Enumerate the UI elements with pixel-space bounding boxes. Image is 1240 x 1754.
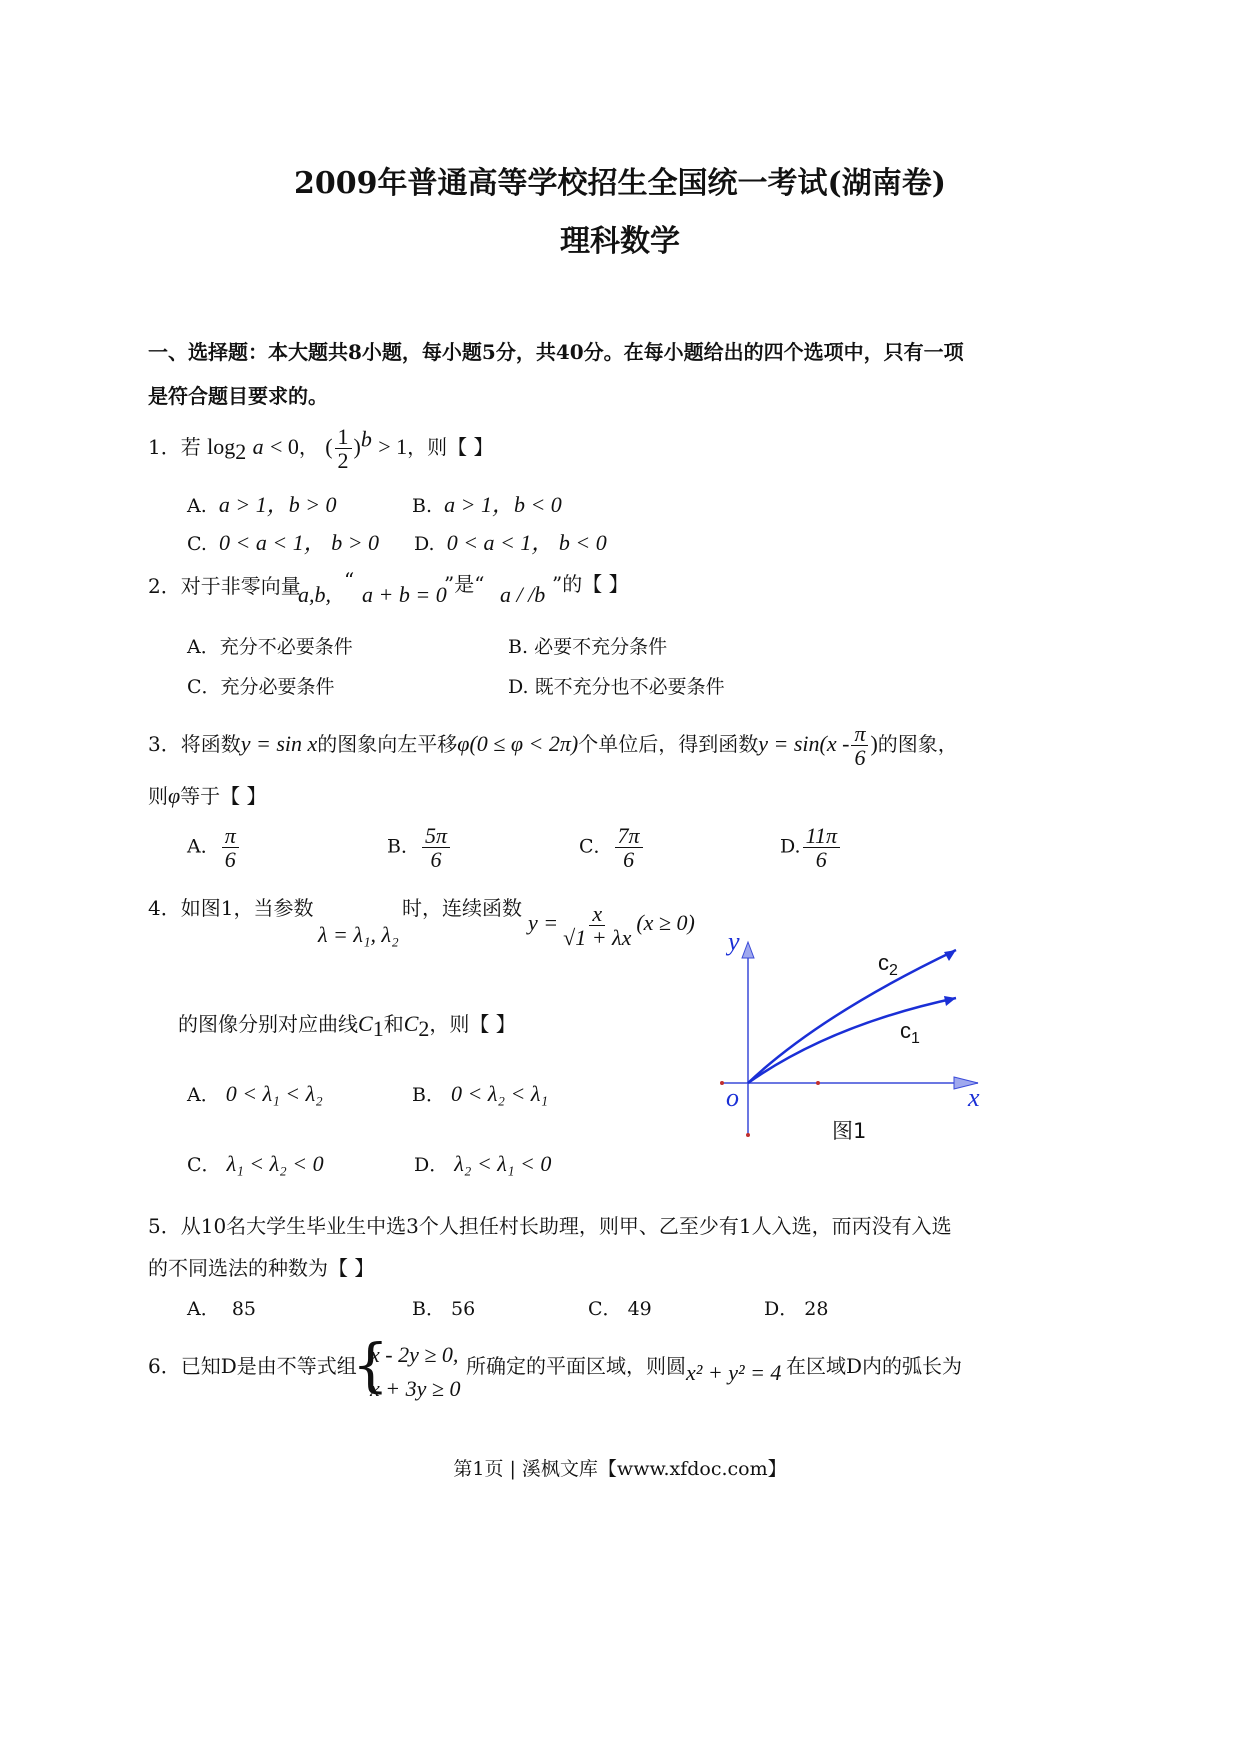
q1-frac-num: 1	[335, 425, 352, 449]
question-3-line2	[148, 780, 267, 809]
option-label: C.	[187, 533, 207, 555]
option-label: A．	[187, 835, 220, 858]
q1-option-a	[187, 488, 337, 519]
origin-label: o	[726, 1083, 739, 1112]
axis-point	[746, 1133, 750, 1137]
q4-function-fraction	[560, 902, 634, 949]
q1-prefix: 1．若	[148, 435, 201, 460]
option-label: D．	[764, 1298, 799, 1320]
q3-suffix: 的图象，	[877, 732, 958, 757]
q3-paren: )	[870, 731, 878, 757]
page-footer: 第1页 | 溪枫文库【www.xfdoc.com】	[453, 1458, 787, 1480]
q6-circle: x² + y² = 4	[686, 1360, 782, 1385]
option-text: 充分不必要条件	[219, 636, 353, 658]
q1-frac-den: 2	[337, 448, 349, 474]
q5-option-c	[588, 1294, 652, 1321]
option-fraction	[422, 824, 450, 871]
option-math: 0 < λ₁ < λ₂	[225, 1081, 323, 1106]
axis-point	[720, 1081, 724, 1085]
question-5-line2: 的不同选法的种数为【 】	[148, 1256, 375, 1280]
q1-option-d	[414, 526, 607, 557]
question-2	[148, 570, 301, 599]
option-fraction	[803, 824, 840, 871]
figure-1	[710, 920, 1010, 1160]
q1-paren-right: )	[353, 434, 361, 460]
q2-option-d	[508, 672, 725, 699]
question-3	[148, 722, 958, 769]
q2-vectors: a,b,	[298, 582, 331, 607]
option-math: λ₂ < λ₁ < 0	[454, 1151, 552, 1176]
q2-option-b	[508, 632, 667, 659]
option-label: C．	[187, 676, 221, 698]
question-4: 4．如图1，当参数	[148, 896, 314, 920]
section-header: 一、选择题：本大题共8小题，每小题5分，共40分。在每小题给出的四个选项中，只有一项	[148, 340, 964, 364]
option-label: C．	[588, 1298, 622, 1320]
option-label: D.	[414, 533, 435, 555]
frac-den: 6	[815, 847, 827, 873]
option-label: B．	[412, 1298, 445, 1320]
option-text: 充分必要条件	[220, 676, 335, 698]
q6-text: 所确定的平面区域，则圆	[466, 1354, 686, 1378]
q4-option-a	[187, 1080, 323, 1107]
q1-rel1: < 0	[269, 434, 299, 460]
question-1	[148, 425, 494, 472]
curve-c2-subscript: 2	[889, 962, 898, 979]
figure-caption: 图1	[832, 1119, 867, 1143]
page-title: 2009年普通高等学校招生全国统一考试(湖南卷)	[294, 166, 946, 201]
q4-line2-prefix: 的图像分别对应曲线	[178, 1012, 358, 1036]
q4-frac-den: √1 + λx	[563, 925, 632, 951]
q2-prefix: 2．对于非零向量	[148, 574, 301, 598]
y-axis-label: y	[728, 927, 740, 956]
system-brace: {	[352, 1331, 389, 1399]
q3-line2-suffix: 等于【 】	[180, 784, 267, 808]
q3-text-2: 个单位后，得到函数	[578, 732, 759, 757]
option-value: 49	[627, 1298, 652, 1320]
option-math: 0 < a < 1， b < 0	[446, 530, 607, 555]
q4-domain: (x ≥ 0)	[636, 910, 695, 936]
option-math: a > 1，b < 0	[444, 492, 562, 517]
q2-option-c	[187, 672, 335, 699]
option-math: λ₁ < λ₂ < 0	[226, 1151, 324, 1176]
q2-quote-open: “	[344, 568, 355, 592]
option-label: D.	[780, 835, 801, 858]
option-math: a > 1，b > 0	[218, 492, 337, 517]
option-label: A.	[187, 495, 207, 517]
q1-log-arg: a	[252, 434, 264, 460]
option-text: 既不充分也不必要条件	[534, 676, 725, 698]
q4-function-lhs: y =	[528, 910, 559, 936]
q1-suffix: ，则【 】	[407, 435, 494, 460]
q1-option-b	[412, 488, 562, 519]
curve-c1	[748, 998, 956, 1083]
section-header-cont: 是符合题目要求的。	[148, 384, 328, 408]
question-5: 5．从10名大学生毕业生中选3个人担任村长助理，则甲、乙至少有1人入选，而丙没有入选	[148, 1214, 952, 1238]
q1-option-c	[187, 526, 379, 557]
q1-comma: ，	[298, 435, 319, 460]
option-text: 必要不充分条件	[534, 636, 668, 658]
axis-point	[816, 1081, 820, 1085]
q4-curve-c2-sub: 2	[418, 1016, 430, 1041]
q6-suffix: 在区域D内的弧长为	[786, 1354, 963, 1378]
q1-rel2: > 1	[378, 434, 408, 460]
q2-condition: a + b = 0	[362, 582, 447, 607]
q1-exponent: b	[360, 426, 372, 452]
option-value: 85	[231, 1298, 257, 1320]
option-label: A．	[187, 636, 220, 658]
q3-phi-range: φ(0 ≤ φ < 2π)	[457, 731, 579, 757]
q5-option-b	[412, 1294, 475, 1321]
question-6: 6．已知D是由不等式组	[148, 1354, 357, 1378]
option-label: A．	[187, 1298, 220, 1320]
q3-option-b	[387, 824, 452, 871]
frac-den: 6	[224, 847, 236, 873]
q6-inequality-1: x - 2y ≥ 0,	[370, 1342, 459, 1367]
option-label: B．	[387, 835, 420, 858]
curve-c2-letter: c	[878, 950, 889, 975]
frac-den: 6	[623, 847, 635, 873]
q3-function-2: y = sin(x -	[758, 731, 850, 757]
q5-option-a	[187, 1294, 256, 1321]
q4-line2	[178, 1008, 516, 1042]
q3-option-d	[780, 824, 842, 871]
option-label: A．	[187, 1084, 220, 1106]
q4-curve-c1: C	[358, 1011, 373, 1036]
q1-log: log	[207, 434, 236, 460]
q4-curve-c2: C	[403, 1011, 419, 1036]
q3-frac-num: π	[851, 722, 868, 746]
q3-line2-phi: φ	[168, 783, 181, 808]
frac-num: 11π	[803, 824, 840, 848]
q4-curve-c1-sub: 1	[372, 1016, 384, 1041]
curve-c1-letter: c	[900, 1018, 911, 1043]
frac-num: 7π	[615, 824, 643, 848]
option-value: 56	[451, 1298, 476, 1320]
option-label: C．	[187, 1154, 221, 1176]
q4-line2-suffix: ，则【 】	[429, 1012, 516, 1036]
q3-frac-den: 6	[854, 745, 866, 771]
option-fraction	[222, 824, 239, 871]
q3-fraction	[851, 722, 868, 769]
x-axis-label: x	[968, 1083, 980, 1112]
option-math: 0 < a < 1， b > 0	[219, 530, 380, 555]
frac-den: 6	[430, 847, 442, 873]
q3-line2-prefix: 则	[148, 784, 168, 808]
frac-num: π	[222, 824, 239, 848]
q1-paren-left: (	[325, 434, 333, 460]
q4-text: 时，连续函数	[402, 896, 522, 920]
q2-option-a	[187, 632, 353, 659]
frac-num: 5π	[422, 824, 450, 848]
q3-option-a	[187, 824, 241, 871]
q6-inequality-2: x + 3y ≥ 0	[370, 1376, 461, 1401]
q2-suffix: ”的【 】	[552, 572, 629, 596]
q4-option-c	[187, 1150, 324, 1177]
q4-lambda: λ = λ₁, λ₂	[318, 922, 399, 947]
curve-c1-label	[900, 1018, 920, 1047]
option-label: B.	[508, 636, 529, 658]
option-math: 0 < λ₂ < λ₁	[451, 1081, 549, 1106]
option-label: B．	[412, 1084, 445, 1106]
q5-option-d	[764, 1294, 828, 1321]
q2-quote-mid: ”是“	[444, 572, 485, 596]
page-subtitle: 理科数学	[560, 224, 680, 259]
q4-function	[528, 902, 695, 949]
curve-c1-subscript: 1	[911, 1030, 920, 1047]
curve-c2-label	[878, 950, 898, 979]
option-label: B.	[412, 495, 433, 517]
option-value: 28	[804, 1298, 829, 1320]
q4-option-d	[414, 1150, 551, 1177]
q3-prefix: 3．将函数	[148, 732, 241, 757]
q2-condition-2: a / /b	[500, 582, 546, 607]
q1-log-base: 2	[235, 439, 247, 465]
q4-option-b	[412, 1080, 548, 1107]
q3-function-1: y = sin x	[240, 731, 318, 757]
q1-fraction	[335, 425, 352, 472]
y-axis-arrow	[742, 942, 754, 958]
q4-frac-num: x	[589, 902, 605, 926]
option-fraction	[615, 824, 643, 871]
option-label: D．	[414, 1154, 449, 1176]
option-label: C．	[579, 835, 613, 858]
q3-text-1: 的图象向左平移	[317, 732, 458, 757]
option-label: D.	[508, 676, 529, 698]
q3-option-c	[579, 824, 645, 871]
q4-and: 和	[383, 1012, 404, 1036]
